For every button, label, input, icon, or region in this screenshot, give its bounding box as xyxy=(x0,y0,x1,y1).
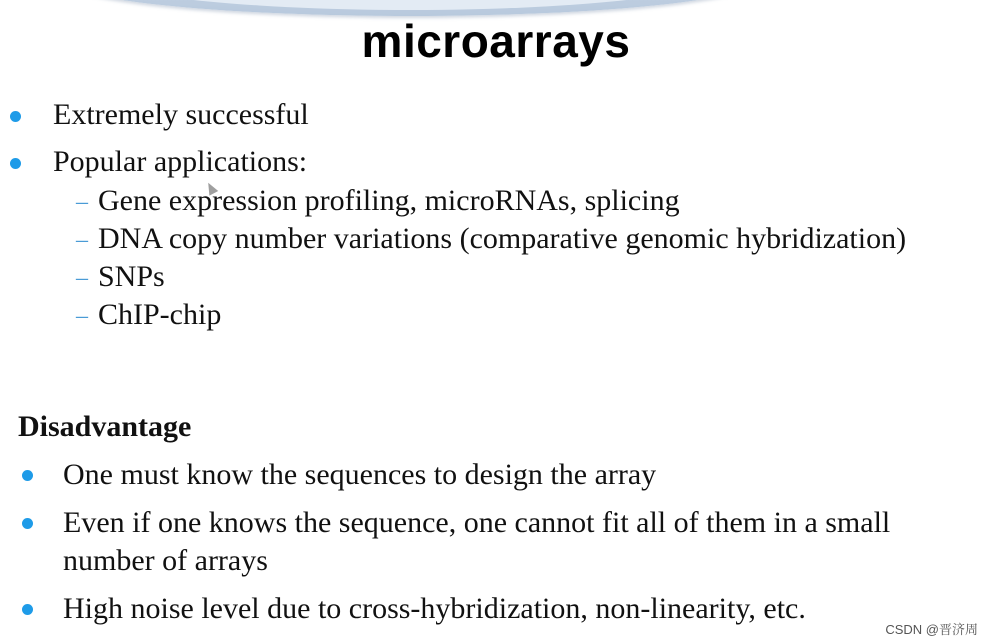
disadvantage-text: Even if one knows the sequence, one cannot fit all of them in a small number of arrays xyxy=(63,506,891,577)
sub-bullet-text: SNPs xyxy=(98,260,165,293)
dash-icon: – xyxy=(76,265,88,291)
sub-bullet-item xyxy=(76,298,222,332)
sub-bullet-text: ChIP-chip xyxy=(98,298,222,331)
bullet-dot-icon xyxy=(10,111,21,122)
disadvantage-text: High noise level due to cross-hybridization, non-linearity, etc. xyxy=(63,592,806,625)
watermark: CSDN @晋济周 xyxy=(885,622,978,637)
disadvantage-item xyxy=(63,590,963,628)
bullet-item xyxy=(53,98,309,132)
disadvantage-item xyxy=(63,456,963,494)
sub-bullet-item xyxy=(76,184,680,218)
sub-bullet-item xyxy=(76,260,165,294)
dash-icon: – xyxy=(76,303,88,329)
sub-bullet-item xyxy=(76,222,907,256)
bullet-text: Popular applications: xyxy=(53,145,308,178)
dash-icon: – xyxy=(76,227,88,253)
bullet-dot-icon xyxy=(22,518,33,529)
bullet-text: Extremely successful xyxy=(53,98,309,131)
bullet-dot-icon xyxy=(10,158,21,169)
disadvantage-heading: Disadvantage xyxy=(18,410,192,443)
bullet-dot-icon xyxy=(22,604,33,615)
slide-title: microarrays xyxy=(361,15,631,67)
bullet-dot-icon xyxy=(22,470,33,481)
dash-icon: – xyxy=(76,189,88,215)
disadvantage-text: One must know the sequences to design the array xyxy=(63,458,657,491)
sub-bullet-text: Gene expression profiling, microRNAs, splicing xyxy=(98,184,680,217)
bullet-item xyxy=(53,145,307,179)
sub-bullet-text: DNA copy number variations (comparative genomic hybridization) xyxy=(98,222,907,255)
disadvantage-item xyxy=(63,504,963,580)
